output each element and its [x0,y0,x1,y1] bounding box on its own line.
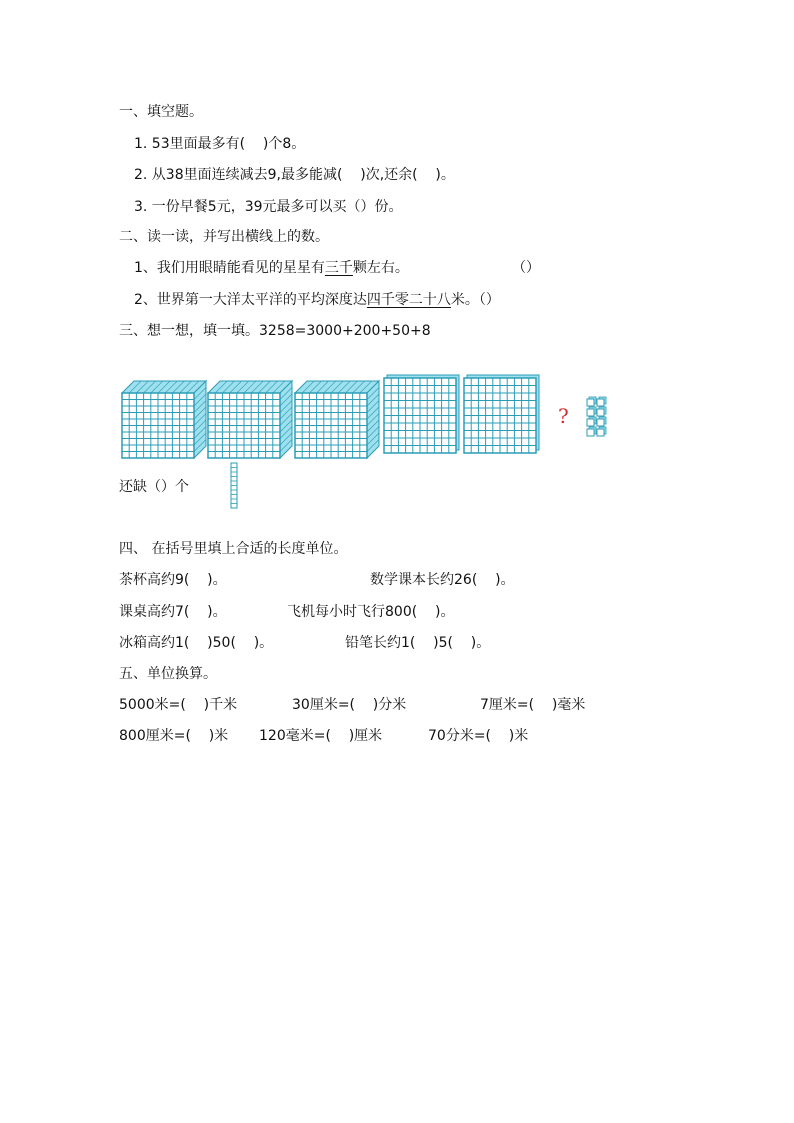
hundred-flat-2 [464,375,539,453]
thousand-cube-3 [295,381,379,458]
question-2-2-text: 2、世界第一大洋太平洋的平均深度达 [134,292,367,308]
conversion-a: 5000米=( )千米 [119,697,238,713]
question-mark: ? [558,404,569,428]
conversion-e: 120毫米=( )厘米 [259,728,383,744]
thousand-cube-1 [122,381,206,458]
question-1-1: 1. 53里面最多有( )个8。 [134,136,306,152]
conversion-d: 800厘米=( )米 [119,728,229,744]
thousand-cube-2 [208,381,292,458]
question-2-2-tail: 米。（） [450,292,500,308]
missing-count-text: 还缺（）个 [119,479,189,495]
section-3-heading: 三、想一想，填一填。3258=3000+200+50+8 [119,323,431,339]
unit-cube-5 [587,417,596,426]
question-2-1-text: 1、我们用眼睛能看见的星星有 [134,260,325,276]
question-2-1-underlined: 三千 [324,260,353,276]
unit-cube-1 [587,397,596,406]
ten-rod [231,463,237,508]
question-2-2-underlined: 四千零二十八 [366,292,451,308]
section-1-heading: 一、填空题。 [119,104,203,120]
unit-cube-3 [587,407,596,416]
question-2-1-answer: （） [512,260,540,276]
question-1-2: 2. 从38里面连续减去9,最多能减( )次,还余( )。 [134,167,455,183]
unit-cube-6 [597,417,606,426]
unit-cube-2 [597,397,606,406]
section-5-heading: 五、单位换算。 [119,666,217,682]
unit-cube-7 [587,427,596,436]
question-1-3: 3. 一份早餐5元，39元最多可以买（）份。 [134,199,403,215]
unit-cube-8 [597,427,606,436]
unit-question-f: 铅笔长约1( )5( )。 [345,635,491,651]
unit-question-c: 课桌高约7( )。 [119,604,227,620]
section-2-heading: 二、读一读，并写出横线上的数。 [119,229,329,245]
conversion-b: 30厘米=( )分米 [292,697,407,713]
conversion-c: 7厘米=( )毫米 [480,697,586,713]
unit-question-e: 冰箱高约1( )50( )。 [119,635,274,651]
unit-cube-4 [597,407,606,416]
unit-question-d: 飞机每小时飞行800( )。 [287,604,455,620]
hundred-flat-1 [384,375,459,453]
unit-question-a: 茶杯高约9( )。 [119,572,227,588]
section-4-heading: 四、 在括号里填上合适的长度单位。 [119,541,348,557]
question-2-1-tail: 颗左右。 [352,260,409,276]
conversion-f: 70分米=( )米 [428,728,529,744]
unit-question-b: 数学课本长约26( )。 [370,572,515,588]
